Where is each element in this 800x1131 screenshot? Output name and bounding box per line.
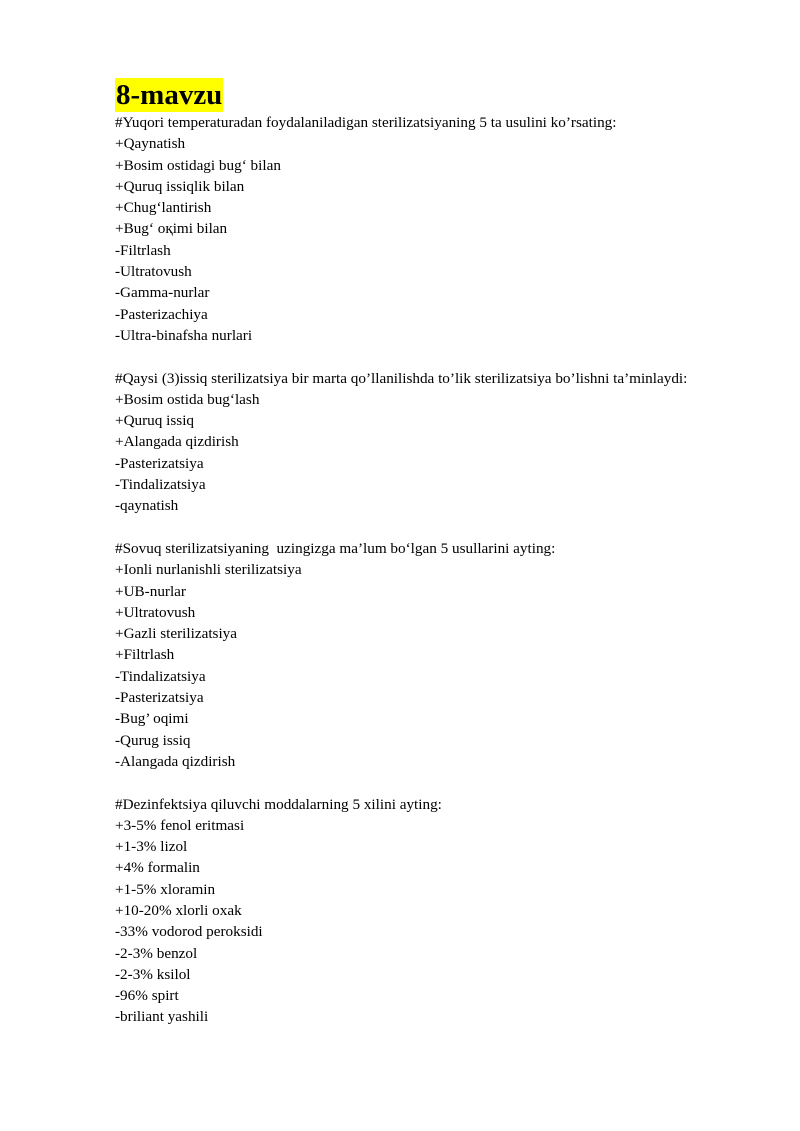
answer-option: +Alangada qizdirish <box>115 433 239 451</box>
answer-option: +1-5% xloramin <box>115 880 216 898</box>
document-page <box>115 78 775 1028</box>
answer-option: +Qaynatish <box>115 135 186 153</box>
answer-option: +UB-nurlar <box>115 582 186 600</box>
question-text: #Dezinfektsiya qiluvchi moddalarning 5 xilini ayting: <box>115 795 442 813</box>
answer-option: -96% spirt <box>115 987 179 1005</box>
question-text: #Yuqori temperaturadan foydalaniladigan sterilizatsiyaning 5 ta usulini ko’rsating: <box>115 114 617 131</box>
answer-option: -Tindalizatsiya <box>115 476 206 494</box>
answer-option: -Ultratovush <box>115 263 192 281</box>
question-text: #Qaysi (3)issiq sterilizatsiya bir marta qo’llanilishda to’lik sterilizatsiya bo’lishni ta’minlaydi: <box>115 369 688 387</box>
answer-option: -briliant yashili <box>115 1008 209 1026</box>
answer-option: +Ionli nurlanishli sterilizatsiya <box>115 561 302 579</box>
answer-option: +Chug‘lantirish <box>115 199 212 217</box>
paragraph-spacer <box>115 772 775 793</box>
answer-option: +3-5% fenol eritmasi <box>115 816 245 834</box>
answer-option: -33% vodorod peroksidi <box>115 923 263 941</box>
answer-option: -Qurug issiq <box>115 731 191 749</box>
answer-option: -Alangada qizdirish <box>115 752 236 770</box>
answer-option: -Gamma-nurlar <box>115 284 210 302</box>
answer-option: -2-3% benzol <box>115 944 198 962</box>
answer-option: +Filtrlash <box>115 646 175 664</box>
answer-option: +Bosim ostidagi bug‘ bilan <box>115 156 281 174</box>
answer-option: +1-3% lizol <box>115 838 188 856</box>
question-block-2 <box>115 368 775 517</box>
answer-option: +Quruq issiq <box>115 412 195 430</box>
answer-option: -2-3% ksilol <box>115 965 191 983</box>
answer-option: -Filtrlash <box>115 241 171 259</box>
paragraph-spacer <box>115 346 775 367</box>
answer-option: -Pasterizatsiya <box>115 689 204 707</box>
answer-option: +Ultratovush <box>115 603 196 621</box>
answer-option: -Pasterizachiya <box>115 305 208 323</box>
answer-option: +Bosim ostida bug‘lash <box>115 390 260 408</box>
answer-option: +Gazli sterilizatsiya <box>115 625 238 643</box>
answer-option: +10-20% xlorli oxak <box>115 901 242 919</box>
answer-option: -Tindalizatsiya <box>115 667 206 685</box>
answer-option: -Bug’ oqimi <box>115 710 189 728</box>
answer-option: +4% formalin <box>115 859 200 877</box>
answer-option: -qaynatish <box>115 497 179 515</box>
answer-option: +Bug‘ оқimi bilan <box>115 220 228 238</box>
question-block-3 <box>115 538 775 772</box>
answer-option: -Ultra-binafsha nurlari <box>115 326 253 344</box>
answer-option: -Pasterizatsiya <box>115 454 204 472</box>
question-text: #Sovuq sterilizatsiyaning uzingizga ma’lum bo‘lgan 5 usullarini ayting: <box>115 539 556 557</box>
question-block-1 <box>115 112 775 346</box>
document-title: 8-mavzu <box>116 79 223 111</box>
question-block-4 <box>115 794 775 1028</box>
answer-option: +Quruq issiqlik bilan <box>115 177 245 195</box>
paragraph-spacer <box>115 517 775 538</box>
